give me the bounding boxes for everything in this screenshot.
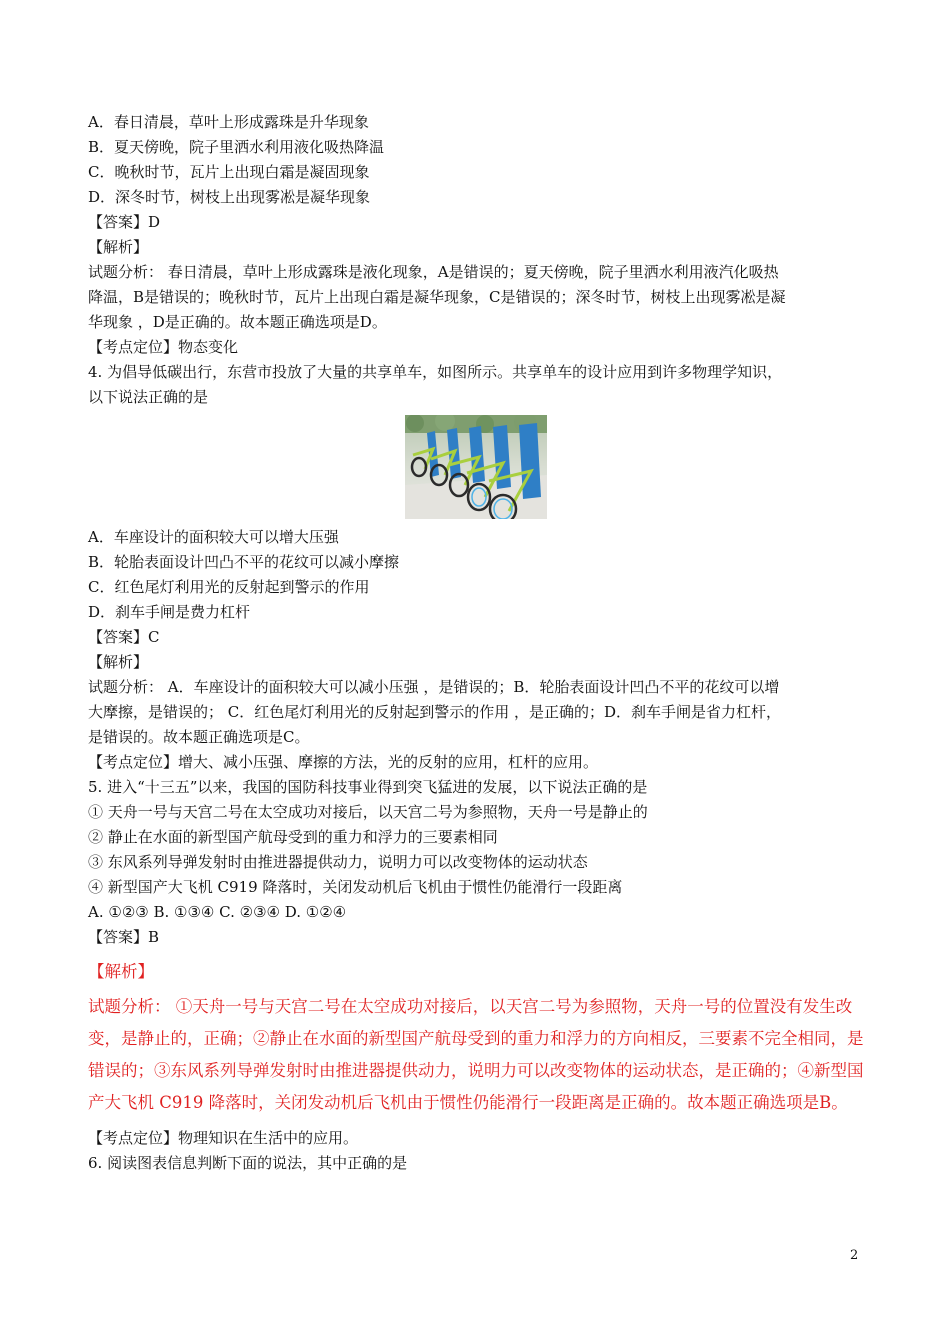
q4-option-a: A．车座设计的面积较大可以增大压强: [88, 528, 339, 546]
q3-option-a: A．春日清晨，草叶上形成露珠是升华现象: [88, 113, 369, 131]
q5-stem: 5. 进入“十三五”以来，我国的国防科技事业得到突飞猛进的发展，以下说法正确的是: [88, 778, 648, 796]
q3-analysis-line: 降温，B是错误的；晚秋时节，瓦片上出现白霜是凝华现象，C是错误的；深冬时节，树枝上出现雾凇是凝: [88, 288, 786, 306]
q5-options: A. ①②③ B. ①③④ C. ②③④ D. ①②④: [88, 903, 347, 921]
q3-analysis-heading: 【解析】: [88, 238, 149, 256]
q5-statement: ④ 新型国产大飞机 C919 降落时，关闭发动机后飞机由于惯性仍能滑行一段距离: [88, 878, 623, 896]
q5-analysis-line: 变，是静止的，正确；②静止在水面的新型国产航母受到的重力和浮力的方向相反，三要素不完全相同，是: [88, 1029, 864, 1048]
q4-stem-line: 4. 为倡导低碳出行，东营市投放了大量的共享单车，如图所示。共享单车的设计应用到许多物理学知识，: [88, 363, 783, 381]
q3-kaodian: 【考点定位】物态变化: [88, 338, 239, 356]
q4-option-b: B．轮胎表面设计凹凸不平的花纹可以减小摩擦: [88, 553, 400, 571]
q4-option-c: C．红色尾灯利用光的反射起到警示的作用: [88, 578, 370, 596]
q5-answer: 【答案】B: [88, 928, 160, 946]
q3-analysis-line: 华现象 ，D是正确的。故本题正确选项是D。: [88, 313, 387, 331]
q3-option-b: B．夏天傍晚，院子里洒水利用液化吸热降温: [88, 138, 385, 156]
q4-kaodian: 【考点定位】增大、减小压强、摩擦的方法，光的反射的应用，杠杆的应用。: [88, 753, 599, 771]
q3-option-c: C．晚秋时节，瓦片上出现白霜是凝固现象: [88, 163, 370, 181]
q5-statement: ② 静止在水面的新型国产航母受到的重力和浮力的三要素相同: [88, 828, 498, 846]
q4-option-d: D．刹车手闸是费力杠杆: [88, 603, 251, 621]
q5-kaodian: 【考点定位】物理知识在生活中的应用。: [88, 1129, 359, 1147]
q5-analysis-heading: 【解析】: [88, 962, 154, 981]
q4-analysis-heading: 【解析】: [88, 653, 149, 671]
q5-analysis-line: 错误的；③东风系列导弹发射时由推进器提供动力，说明力可以改变物体的运动状态，是正确的；④新型国: [88, 1061, 864, 1080]
q3-answer: 【答案】D: [88, 213, 161, 231]
q4-analysis-line: 试题分析： A．车座设计的面积较大可以减小压强 ，是错误的；B．轮胎表面设计凹凸不平的花纹可以增: [88, 678, 780, 696]
page-number: 2: [850, 1248, 859, 1263]
q4-answer: 【答案】C: [88, 628, 160, 646]
q3-option-d: D．深冬时节，树枝上出现雾凇是凝华现象: [88, 188, 371, 206]
q4-analysis-line: 是错误的。故本题正确选项是C。: [88, 728, 310, 746]
q5-statement: ③ 东风系列导弹发射时由推进器提供动力，说明力可以改变物体的运动状态: [88, 853, 588, 871]
q4-analysis-line: 大摩擦，是错误的； C．红色尾灯利用光的反射起到警示的作用 ，是正确的；D．刹车手闸是省力杠杆，: [88, 703, 782, 721]
shared-bicycles-photo: [405, 415, 547, 519]
q5-analysis-line: 产大飞机 C919 降落时，关闭发动机后飞机由于惯性仍能滑行一段距离是正确的。故本题正确选项是B。: [88, 1093, 848, 1112]
q5-statement: ① 天舟一号与天宫二号在太空成功对接后，以天宫二号为参照物，天舟一号是静止的: [88, 803, 648, 821]
q5-analysis-line: 试题分析： ①天舟一号与天宫二号在太空成功对接后，以天宫二号为参照物，天舟一号的位置没有发生改: [88, 997, 853, 1016]
q3-analysis-line: 试题分析： 春日清晨，草叶上形成露珠是液化现象，A是错误的；夏天傍晚，院子里洒水利用液汽化吸热: [88, 263, 779, 281]
q6-stem: 6. 阅读图表信息判断下面的说法，其中正确的是: [88, 1154, 408, 1172]
q4-stem-line: 以下说法正确的是: [88, 388, 209, 406]
